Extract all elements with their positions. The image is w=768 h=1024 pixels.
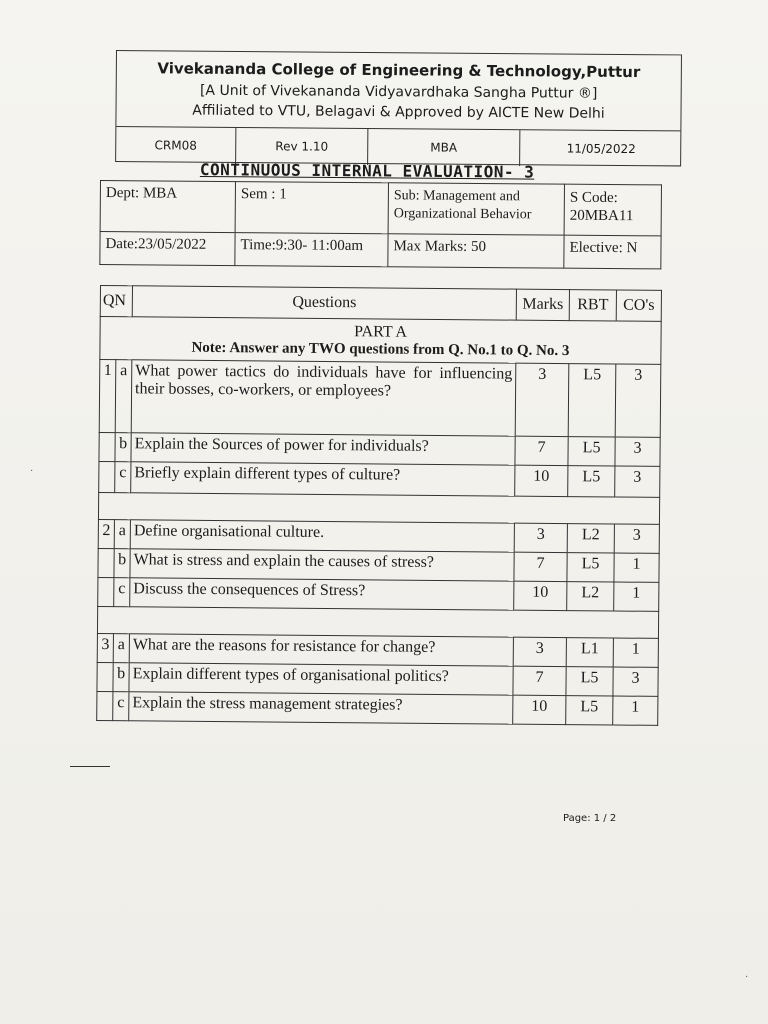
question-text: What are the reasons for resistance for change? [129,634,513,666]
question-marks: 10 [513,695,566,724]
header-marks: Marks [516,289,569,320]
scan-margin-line [70,766,110,767]
question-marks: 3 [514,523,567,552]
header-qn: QN [100,286,132,317]
question-row [99,461,660,497]
question-text: What is stress and explain the causes of stress? [130,549,514,581]
question-co: 3 [615,466,660,497]
question-co: 1 [614,553,659,582]
subject-cell: Sub: Management and Organizational Behavior [388,183,564,235]
question-number: 1 [99,360,116,433]
scan-speck: · [30,466,34,477]
max-marks-cell: Max Marks: 50 [388,234,564,268]
question-row [99,360,661,438]
sem-cell: Sem : 1 [235,182,388,234]
question-marks: 3 [515,363,569,436]
part-note: Note: Answer any TWO questions from Q. No.1 to Q. No. 3 [191,339,570,360]
institution-header [115,50,682,166]
question-sub: b [113,663,129,692]
question-co: 1 [613,638,658,667]
part-title: PART A [354,323,408,341]
scan-speck: · [745,972,749,983]
question-rbt: L5 [568,364,616,437]
question-text: Explain different types of organisational politics? [129,663,513,695]
question-rbt: L1 [566,638,613,667]
question-co: 3 [615,364,661,437]
question-marks: 7 [513,666,566,695]
question-marks: 7 [515,436,568,465]
question-rbt: L2 [567,524,614,553]
question-sub: a [113,634,129,663]
exam-info-table [99,180,662,269]
doc-revision: Rev 1.10 [236,128,368,165]
question-marks: 10 [514,581,567,610]
doc-program: MBA [368,129,520,166]
question-rbt: L5 [566,696,613,725]
page-number: Page: 1 / 2 [563,813,617,824]
exam-title: CONTINUOUS INTERNAL EVALUATION- 3 [199,160,535,182]
question-co: 3 [614,524,659,553]
question-sub: a [115,360,132,433]
institution-name: Vivekananda College of Engineering & Technology,Puttur [157,59,641,82]
question-rbt: L5 [567,553,614,582]
question-rbt: L2 [567,582,614,611]
question-sub: b [114,549,130,578]
question-rbt: L5 [568,466,615,497]
doc-code: CRM08 [116,127,236,164]
question-text: Briefly explain different types of culture? [131,462,515,496]
question-co: 3 [613,667,658,696]
question-sub: c [113,692,129,721]
question-rbt: L5 [566,667,613,696]
question-row [97,691,658,725]
institution-unit: [A Unit of Vivekananda Vidyavardhaka Sangha Puttur ®] [199,82,598,102]
header-rbt: RBT [569,290,616,321]
questions-table [96,285,662,726]
dept-cell: Dept: MBA [100,181,235,233]
question-co: 1 [613,696,658,725]
question-co: 1 [614,582,659,611]
elective-cell: Elective: N [564,235,661,269]
question-co: 3 [615,437,660,466]
question-number: 3 [97,633,113,662]
question-text: Discuss the consequences of Stress? [130,578,514,610]
doc-date: 11/05/2022 [566,141,636,157]
institution-affiliation: Affiliated to VTU, Belagavi & Approved by AICTE New Delhi [192,102,605,122]
question-marks: 3 [513,637,566,666]
question-sub: c [115,462,131,493]
question-marks: 10 [515,465,568,496]
date-cell: Date:23/05/2022 [100,232,235,266]
question-sub: b [115,433,131,462]
part-a-row [100,317,661,365]
question-sub: a [114,520,130,549]
question-text: Define organisational culture. [130,520,514,552]
header-questions: Questions [132,286,516,320]
question-text: Explain the Sources of power for individuals? [131,433,515,465]
question-text: What power tactics do individuals have for influencing their bosses, co-workers, or employees? [131,360,516,436]
question-text: Explain the stress management strategies? [129,692,513,724]
header-cos: CO's [616,290,661,321]
scode-cell: S Code: 20MBA11 [564,184,661,236]
question-rbt: L5 [568,437,615,466]
question-sub: c [114,578,130,607]
questions-table-header [100,286,661,322]
question-marks: 7 [514,552,567,581]
time-cell: Time:9:30- 11:00am [235,233,388,267]
question-number: 2 [98,519,114,548]
